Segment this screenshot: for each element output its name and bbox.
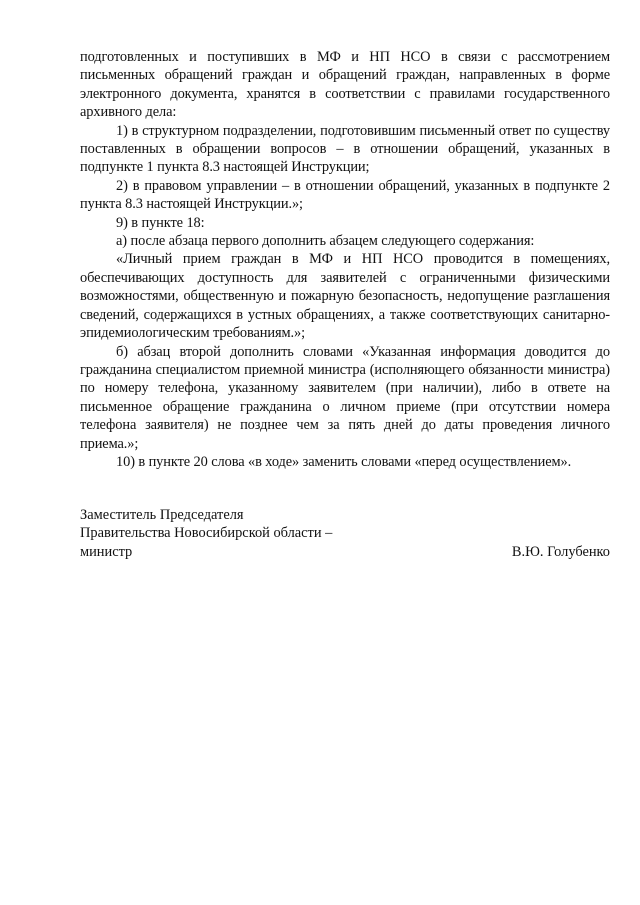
paragraph-subpoint-a: а) после абзаца первого дополнить абзацем следующего содержания:: [116, 233, 535, 250]
paragraph-subpoint-b: б) абзац второй дополнить словами «Указанная информация доводится до гражданина специалистом приемной министра (исполняющего обязанности министра) по номеру телефона, указанному заявителем (при наличии), либо в ответе на письменное обращение гражданина о личном приеме (при отсутствии номера телефона заявителя) не позднее чем за пять дней до даты проведения личного приема.»;: [80, 343, 610, 452]
paragraph-personal-reception: «Личный прием граждан в МФ и НП НСО проводится в помещениях, обеспечивающих доступность для заявителей с ограниченными физическими возможностями, общественную и пожарную безопасность, недопущение разглашения сведений, содержащихся в устных обращениях, а также соответствующих санитарно-эпидемиологическим требованиям.»;: [80, 251, 610, 342]
paragraph-item-2: 2) в правовом управлении – в отношении обращений, указанных в подпункте 2 пункта 8.3 настоящей Инструкции.»;: [80, 177, 610, 213]
signatory-title-line-2: Правительства Новосибирской области –: [80, 525, 333, 542]
paragraph-archive-storage: подготовленных и поступивших в МФ и НП НСО в связи с рассмотрением письменных обращений граждан и обращений граждан, направленных в форме электронного документа, хранятся в соответствии с правилами государственного архивного дела:: [80, 49, 610, 121]
paragraph-item-1: 1) в структурном подразделении, подготовившим письменный ответ по существу поставленных в обращении вопросов – в отношении обращений, указанных в подпункте 1 пункта 8.3 настоящей Инструкции;: [80, 122, 610, 176]
signatory-name: В.Ю. Голубенко: [511, 543, 610, 560]
paragraph-point-10: 10) в пункте 20 слова «в ходе» заменить словами «перед осуществлением».: [116, 453, 572, 470]
signatory-title-line-3: министр: [80, 543, 133, 560]
signatory-title-line-1: Заместитель Председателя: [80, 507, 244, 523]
signature-block: [80, 506, 610, 561]
signatory-last-line: [80, 543, 610, 561]
document-body: [80, 48, 610, 471]
paragraph-point-9: 9) в пункте 18:: [116, 214, 205, 231]
